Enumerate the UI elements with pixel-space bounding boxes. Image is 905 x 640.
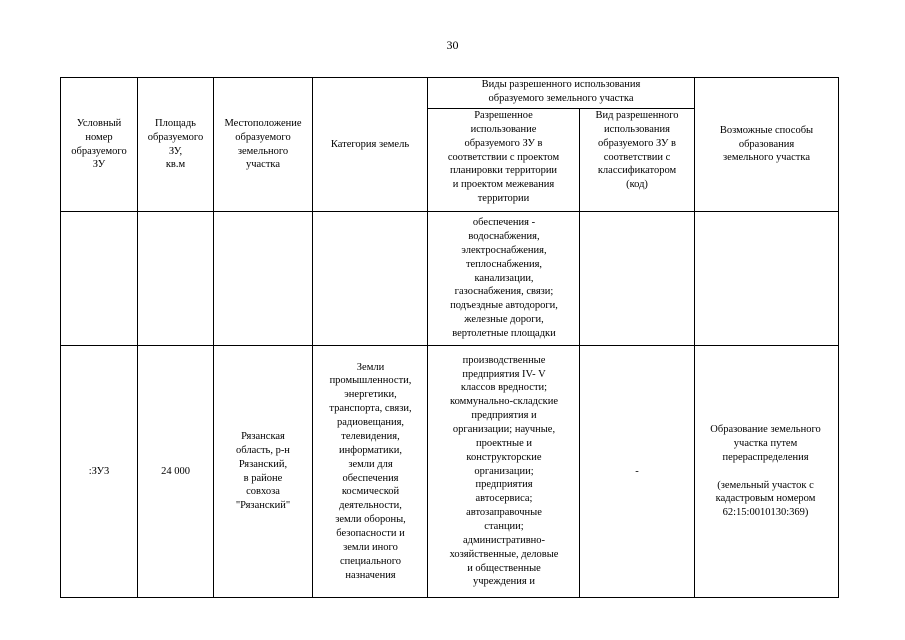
page-number: 30: [446, 38, 459, 52]
parcel-number: :ЗУ3: [61, 346, 138, 598]
parcel-area: 24 000: [138, 346, 214, 598]
header-area: Площадь образуемого ЗУ, кв.м: [138, 78, 214, 212]
header-permitted-use: Разрешенное использование образуемого ЗУ в соответствии с проектом планировки территории и проектом межевания территории: [428, 109, 580, 212]
header-methods: Возможные способы образования земельного участка: [695, 78, 839, 212]
parcel-method-note: (земельный участок с кадастровым номером 62:15:0010130:369): [715, 479, 816, 519]
cont-number-cell: [61, 212, 138, 346]
cont-area-cell: [138, 212, 214, 346]
parcel-method: Образование земельного участка путем перераспределения: [710, 423, 821, 463]
cont-location-cell: [214, 212, 313, 346]
method-gap: [695, 465, 836, 479]
parcel-methods-cell: [695, 346, 839, 598]
parcel-row: [61, 346, 839, 598]
parcel-location: Рязанская область, р-н Рязанский, в районе совхоза "Рязанский": [214, 346, 313, 598]
parcel-category: Земли промышленности, энергетики, транспорта, связи, радиовещания, телевидения, информатики, земли для обеспечения космической деятельности, земли обороны, безопасности и земли иного специального назначения: [313, 346, 428, 598]
cont-category-cell: [313, 212, 428, 346]
continuation-row: [61, 212, 839, 346]
header-row-1: [61, 78, 839, 109]
cont-permitted-use: обеспечения - водоснабжения, электроснабжения, теплоснабжения, канализации, газоснабжения, связи; подъездные автодороги, железные дороги, вертолетные площадки: [428, 212, 580, 346]
cont-methods-cell: [695, 212, 839, 346]
parcel-use-code: -: [580, 346, 695, 598]
header-use-code: Вид разрешенного использования образуемого ЗУ в соответствии с классификатором (код): [580, 109, 695, 212]
cont-use-code-cell: [580, 212, 695, 346]
header-number: Условный номер образуемого ЗУ: [61, 78, 138, 212]
header-uses-group: Виды разрешенного использования образуемого земельного участка: [428, 78, 695, 109]
parcel-permitted-use: производственные предприятия IV- V классов вредности; коммунально-складские предприятия и организации; научные, проектные и конструкторские организации; предприятия автосервиса; автозаправочные станции; административно- хозяйственные, деловые и общественные учреждения и: [428, 346, 580, 598]
header-category: Категория земель: [313, 78, 428, 212]
land-parcels-table: [60, 77, 839, 598]
header-location: Местоположение образуемого земельного участка: [214, 78, 313, 212]
